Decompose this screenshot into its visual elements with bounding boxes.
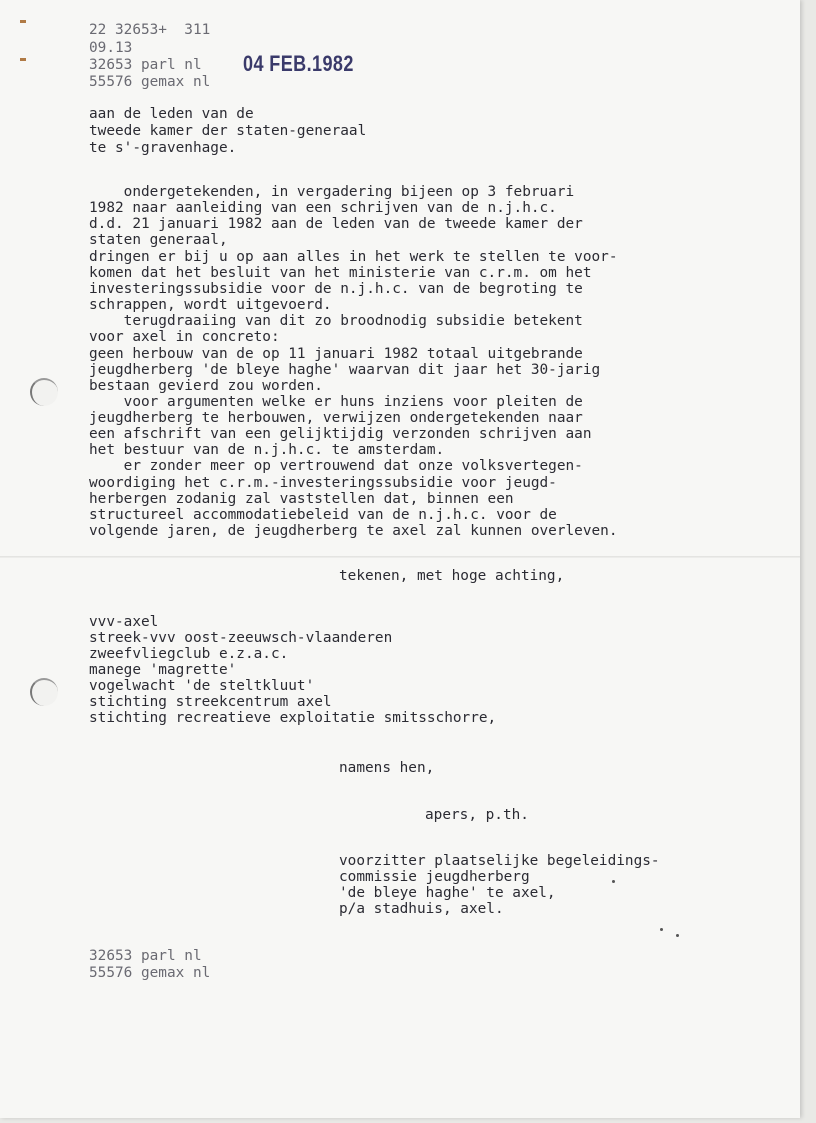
body-line: een afschrift van een gelijktijdig verzonden schrijven aan [89, 426, 592, 442]
margin-mark [20, 58, 26, 61]
closing-line: tekenen, met hoge achting, [339, 568, 565, 584]
body-line: er zonder meer op vertrouwend dat onze volksvertegen- [89, 458, 583, 474]
signatory-line: manege 'magrette' [89, 662, 237, 678]
signer-title-line: commissie jeugdherberg [339, 869, 530, 885]
ink-speck [612, 880, 615, 883]
header-ref-line: 32653 parl nl [89, 57, 202, 73]
addressee-line: te s'-gravenhage. [89, 140, 237, 156]
punch-hole-bottom [30, 678, 58, 706]
header-ref-line: 55576 gemax nl [89, 74, 211, 90]
ink-speck [676, 934, 679, 937]
addressee-line: aan de leden van de [89, 106, 254, 122]
body-line: bestaan gevierd zou worden. [89, 378, 323, 394]
body-line: 1982 naar aanleiding van een schrijven van de n.j.h.c. [89, 200, 557, 216]
body-line: dringen er bij u op aan alles in het werk te stellen te voor- [89, 249, 618, 265]
ink-speck [660, 928, 663, 931]
body-line: herbergen zodanig zal vaststellen dat, binnen een [89, 491, 514, 507]
signatory-line: streek-vvv oost-zeeuwsch-vlaanderen [89, 630, 393, 646]
signer-name: apers, p.th. [425, 807, 529, 823]
body-line: jeugdherberg te herbouwen, verwijzen ondergetekenden naar [89, 410, 583, 426]
body-line: ondergetekenden, in vergadering bijeen op 3 februari [89, 184, 575, 200]
footer-ref-line: 32653 parl nl [89, 948, 202, 964]
body-line: voor argumenten welke er huns inziens voor pleiten de [89, 394, 583, 410]
body-line: komen dat het besluit van het ministerie van c.r.m. om het [89, 265, 592, 281]
paper-fold [0, 556, 800, 558]
body-line: woordiging het c.r.m.-investeringssubsidie voor jeugd- [89, 475, 557, 491]
signer-title-line: p/a stadhuis, axel. [339, 901, 504, 917]
signatory-line: vvv-axel [89, 614, 159, 630]
body-line: jeugdherberg 'de bleye haghe' waarvan dit jaar het 30-jarig [89, 362, 601, 378]
body-line: structureel accommodatiebeleid van de n.j.h.c. voor de [89, 507, 557, 523]
body-line: investeringssubsidie voor de n.j.h.c. van de begroting te [89, 281, 583, 297]
body-line: volgende jaren, de jeugdherberg te axel zal kunnen overleven. [89, 523, 618, 539]
body-line: schrappen, wordt uitgevoerd. [89, 297, 332, 313]
body-line: staten generaal, [89, 232, 228, 248]
margin-mark [20, 20, 26, 23]
body-line: terugdraaiing van dit zo broodnodig subsidie betekent [89, 313, 583, 329]
body-line: het bestuur van de n.j.h.c. te amsterdam. [89, 442, 445, 458]
signer-title-line: voorzitter plaatselijke begeleidings- [339, 853, 660, 869]
body-line: voor axel in concreto: [89, 329, 280, 345]
addressee-line: tweede kamer der staten-generaal [89, 123, 367, 139]
signatory-line: stichting streekcentrum axel [89, 694, 332, 710]
on-behalf-line: namens hen, [339, 760, 435, 776]
signer-title-line: 'de bleye haghe' te axel, [339, 885, 556, 901]
body-line: d.d. 21 januari 1982 aan de leden van de tweede kamer der [89, 216, 583, 232]
footer-ref-line: 55576 gemax nl [89, 965, 211, 981]
header-ref-line: 22 32653+ 311 [89, 22, 211, 38]
date-stamp: 04 FEB.1982 [243, 51, 354, 76]
body-line: geen herbouw van de op 11 januari 1982 totaal uitgebrande [89, 346, 583, 362]
signatory-line: vogelwacht 'de steltkluut' [89, 678, 315, 694]
header-ref-line: 09.13 [89, 40, 133, 56]
signatory-line: zweefvliegclub e.z.a.c. [89, 646, 289, 662]
punch-hole-top [30, 378, 58, 406]
signatory-line: stichting recreatieve exploitatie smitsschorre, [89, 710, 497, 726]
